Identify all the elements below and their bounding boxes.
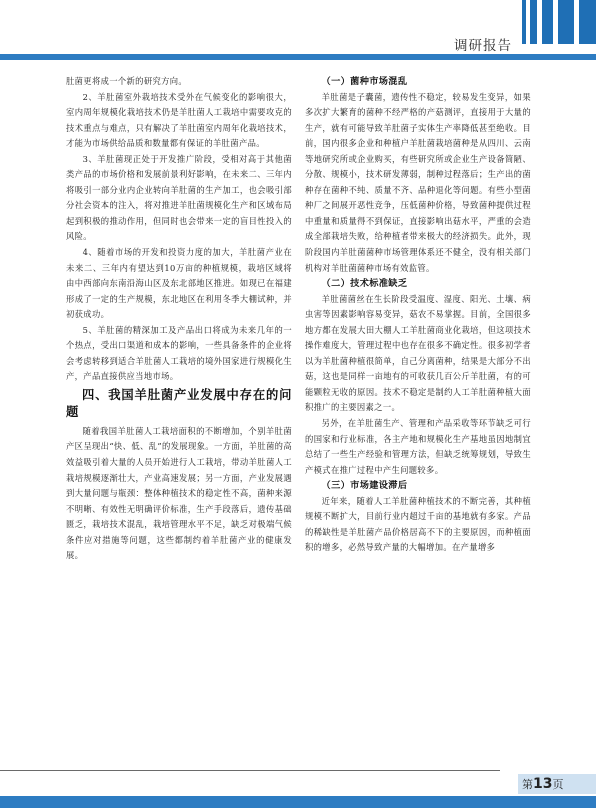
paragraph: 3、羊肚菌现正处于开发推广阶段，受相对高于其他菌类产品的市场价格和发展前景利好影响，在未来二、三年内将吸引一部分业内企业转向羊肚菌的生产加工，也会吸引部分社会资本的注入，将对推进羊肚菌规模化生产和区域布局起到积极的推动作用，但同时也会带来一定的盲目性投入的风险。 xyxy=(66,153,292,242)
paragraph: 5、羊肚菌的精深加工及产品出口将成为未来几年的一个热点，受出口渠道和成本的影响，一些具备条件的企业将会考虑转移到适合羊肚菌人工栽培的境外国家进行规模化生产，产品直接供应当地市场。 xyxy=(66,324,292,382)
section-heading: 四、我国羊肚菌产业发展中存在的问题 xyxy=(66,387,292,419)
paragraph: 羊肚菌菌丝在生长阶段受温度、湿度、阳光、土壤、病虫害等因素影响容易变异，菇农不易掌握。目前，全国很多地方都在发展大田大棚人工羊肚菌商业化栽培，但这项技术操作难度大，管理过程中也存在很多不确定性。很多初学者以为羊肚菌种植很简单，自己分离菌种，结果是大部分不出菇，这也是同样一亩地有的可收获几百公斤羊肚菌，有的可能颗粒无收的原因。技术不稳定是制约人工羊肚菌种植大面积推广的主要因素之一。 xyxy=(305,293,531,413)
header-decoration-bars xyxy=(516,0,596,44)
page-number-value: 13 xyxy=(533,776,553,792)
footer-rule xyxy=(0,770,500,771)
section-title: 调研报告 xyxy=(454,38,512,54)
page-suffix: 页 xyxy=(552,778,564,791)
page-number xyxy=(518,774,596,794)
paragraph: 4、随着市场的开发和投资力度的加大，羊肚菌产业在未来二、三年内有望达到10万亩的种植规模，栽培区域将由中西部向东南沿海山区及东北部地区推进。如现已在福建形成了一定的生产规模，东北地区在利用冬季大棚试种，并初获成功。 xyxy=(66,247,292,320)
subsection-heading: （三）市场建设滞后 xyxy=(321,480,408,492)
paragraph: 肚菌更将成一个新的研究方向。 xyxy=(66,76,188,86)
paragraph: 随着我国羊肚菌人工栽培面积的不断增加，个别羊肚菌产区呈现出“快、低、乱”的发展现象。一方面，羊肚菌的高效益吸引着大量的人员开始进行人工栽培，带动羊肚菌人工栽培规模逐渐壮大，产业高速发展；另一方面，产业发展遇到大量问题与瓶颈：整体种植技术的稳定性不高，菌种来源不明晰、有效性无明确评价标准，生产手段落后，遗传基础匮乏，栽培技术混乱，栽培管理水平不足，缺乏对极端气候条件应对措施等问题，这些都制约着羊肚菌产业的健康发展。 xyxy=(66,425,292,561)
page-prefix: 第 xyxy=(522,778,533,791)
subsection-heading: （二）技术标准缺乏 xyxy=(321,278,408,290)
right-column xyxy=(305,74,531,556)
subsection-heading: （一）菌种市场混乱 xyxy=(321,76,408,87)
paragraph: 另外，在羊肚菌生产、管理和产品采收等环节缺乏可行的国家和行业标准，各主产地和规模化生产基地虽因地制宜总结了一些生产经验和管理方法，但缺乏统筹规划，导致生产模式在推广过程中产生问题较多。 xyxy=(305,418,531,475)
footer-bar xyxy=(0,796,596,808)
paragraph: 近年来，随着人工羊肚菌种植技术的不断完善，其种植规模不断扩大，目前行业内超过千亩的基地就有多家。产品的稀缺性是羊肚菌产品价格居高不下的主要原因，而种植面积的增多，必然导致产量的大幅增加。在产量增多 xyxy=(305,495,531,553)
paragraph: 2、羊肚菌室外栽培技术受外在气候变化的影响很大，室内周年规模化栽培技术仍是羊肚菌人工栽培中需要攻克的技术重点与难点，只有解决了羊肚菌室内周年化栽培技术，才能为市场供给品质和数量都有保证的羊肚菌产品。 xyxy=(66,91,292,149)
header-rule xyxy=(0,54,596,60)
left-column xyxy=(66,74,292,564)
paragraph: 羊肚菌是子囊菌，遗传性不稳定，较易发生变异，如果多次扩大繁育的菌种不经严格的产菇测评，直接用于大量的生产，就有可能导致羊肚菌子实体生产率降低甚至绝收。目前，国内很多企业和种植户羊肚菌栽培菌种是从四川、云南等地研究所或企业购买，有些研究所或企业生产设备简陋、分散、规模小，技术研发薄弱，制种过程落后；生产出的菌种存在菌种不纯、质量不齐、品种退化等问题。有些小型菌种厂之间展开恶性竞争，压低菌种价格，导致菌种提供过程中重量和质量得不到保证，直接影响出菇水平，严重的会造成全部栽培失败，给种植者带来极大的经济损失。此外，现阶段国内羊肚菌菌种市场管理体系还不健全，没有相关部门机构对羊肚菌菌种市场有效监管。 xyxy=(305,91,531,273)
